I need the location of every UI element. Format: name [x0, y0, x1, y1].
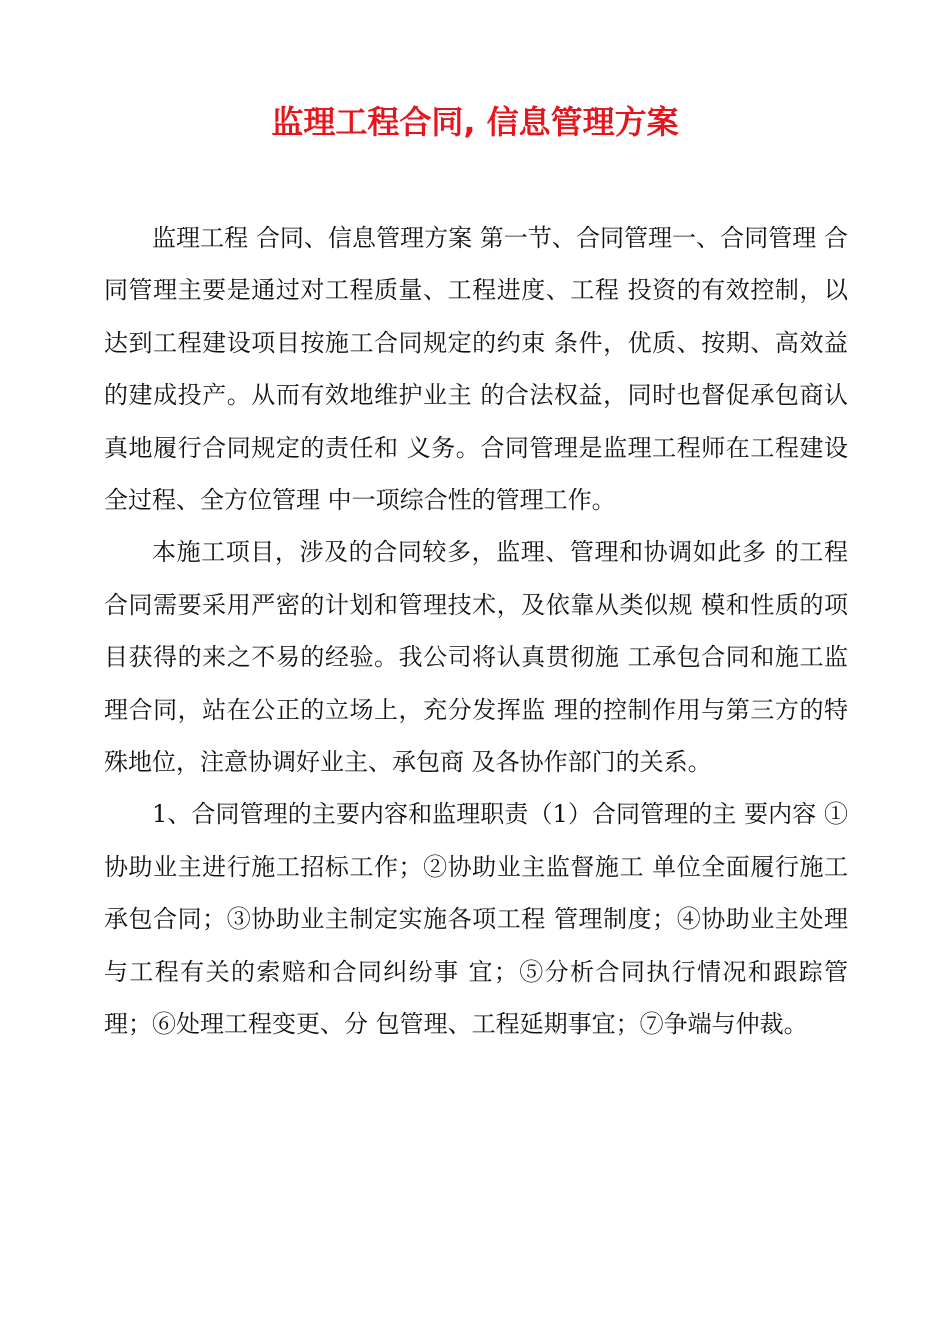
paragraph-project-coordination: 本施工项目，涉及的合同较多，监理、管理和协调如此多 的工程合同需要采用严密的计划和管理技术，及依靠从类似规 模和性质的项目获得的来之不易的经验。我公司将认真贯彻施 工承包合同和施工监理合同，站在公正的立场上，充分发挥监 理的控制作用与第三方的特殊地位，注意协调好业主、承包商 及各协作部门的关系。 — [104, 538, 848, 777]
paragraph-main-contents-duties: 1、合同管理的主要内容和监理职责（1）合同管理的主 要内容 ①协助业主进行施工招标工作；②协助业主监督施工 单位全面履行施工承包合同；③协助业主制定实施各项工程 管理制度；④协助业主处理与工程有关的索赔和合同纠纷事 宜；⑤分析合同执行情况和跟踪管理；⑥处理工程变更、分 包管理、工程延期事宜；⑦争端与仲裁。 — [104, 800, 848, 1039]
paragraph-contract-management: 监理工程 合同、信息管理方案 第一节、合同管理一、合同管理 合同管理主要是通过对工程质量、工程进度、工程 投资的有效控制，以达到工程建设项目按施工合同规定的约束 条件，优质、按期、高效益的建成投产。从而有效地维护业主 的合法权益，同时也督促承包商认真地履行合同规定的责任和 义务。合同管理是监理工程师在工程建设全过程、全方位管理 中一项综合性的管理工作。 — [104, 224, 848, 515]
document-title: 监理工程合同, 信息管理方案 — [271, 103, 679, 141]
document-body — [104, 212, 848, 1051]
